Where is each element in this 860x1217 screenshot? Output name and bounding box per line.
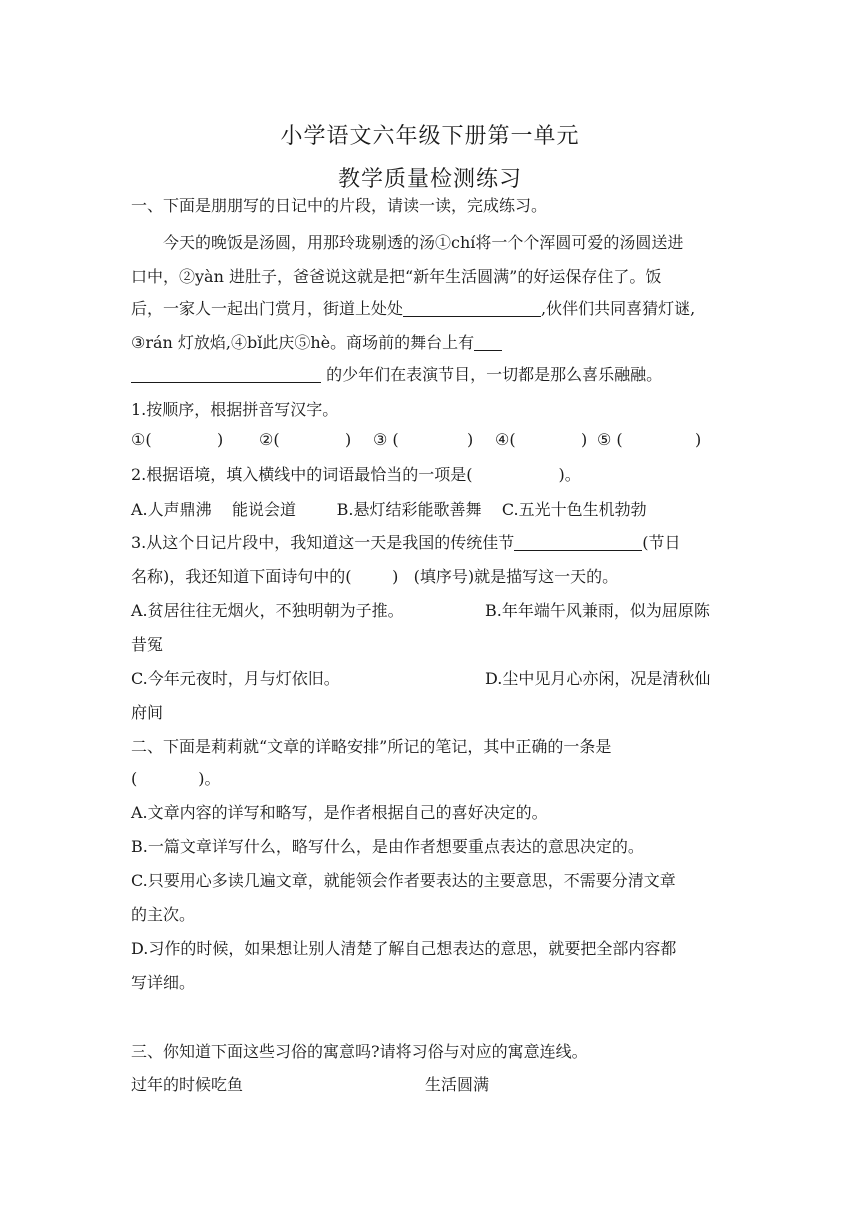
question-2-end: )。 — [558, 465, 581, 484]
custom-item-1: 过年的时候吃鱼 — [131, 1075, 244, 1094]
slot-5-close: ) — [695, 430, 702, 449]
passage-line-4-text: ③rán 灯放焰,④bǐ此庆⑤hè。商场前的舞台上有 — [131, 333, 475, 352]
question-1: 1.按顺序，根据拼音写汉字。 — [131, 400, 339, 419]
slot-3-open: ③ ( — [373, 430, 399, 449]
section2-option-d-continued: 写详细。 — [131, 973, 196, 992]
passage-line-5 — [131, 362, 731, 385]
question-3-text: 3.从这个日记片段中，我知道这一天是我国的传统佳节 — [131, 533, 515, 552]
section2-heading: 二、下面是莉莉就“文章的详略安排”所记的笔记，其中正确的一条是 — [131, 737, 612, 756]
worksheet-title: 小学语文六年级下册第一单元 — [280, 124, 580, 149]
slot-4-open: ④( — [495, 430, 516, 449]
slot-1-open: ①( — [131, 430, 152, 449]
question-2-text: 2.根据语境，填入横线中的词语最恰当的一项是( — [131, 465, 473, 484]
poem-option-d: D.尘中见月心亦闲，况是清秋仙 — [485, 669, 711, 688]
poem-option-b: B.年年端午风兼雨，似为屈原陈 — [485, 601, 710, 620]
section2-option-c-continued: 的主次。 — [131, 905, 196, 924]
passage-line-2: 口中，②yàn 进肚子，爸爸说这就是把“新年生活圆满”的好运保存住了。饭 — [131, 267, 662, 286]
passage-line-3 — [131, 296, 731, 319]
question-3-line-1 — [131, 530, 731, 553]
passage-line-4 — [131, 330, 731, 353]
question-2-options: A.人声鼎沸 能说会道 B.悬灯结彩能歌善舞 C.五光十色生机勃勃 — [131, 500, 647, 519]
slot-2-open: ②( — [259, 430, 280, 449]
question-3-line-2: 名称)，我还知道下面诗句中的( ) (填序号)就是描写这一天的。 — [131, 567, 619, 586]
section2-option-a: A.文章内容的详写和略写，是作者根据自己的喜好决定的。 — [131, 803, 548, 822]
slot-2-close: ) — [345, 430, 352, 449]
meaning-item-1: 生活圆满 — [425, 1075, 490, 1094]
slot-1-close: ) — [217, 430, 224, 449]
worksheet-subtitle: 教学质量检测练习 — [337, 167, 522, 192]
question-2 — [131, 462, 731, 485]
answer-blank-stage-1[interactable] — [474, 332, 502, 351]
answer-blank-scene[interactable] — [403, 298, 541, 317]
passage-line-3-start: 后，一家人一起出门赏月，街道上处处 — [131, 299, 404, 318]
answer-blank-festival[interactable] — [514, 532, 642, 551]
poem-option-d-continued: 府间 — [131, 703, 164, 722]
question-3-festival-label: (节日 — [642, 533, 681, 552]
slot-4-close: ) — [581, 430, 588, 449]
poem-option-b-continued: 昔冤 — [131, 635, 164, 654]
section3-heading: 三、你知道下面这些习俗的寓意吗?请将习俗与对应的寓意连线。 — [131, 1042, 588, 1061]
section3-row-1 — [131, 1072, 731, 1095]
poem-option-c: C.今年元夜时，月与灯依旧。 — [131, 669, 340, 688]
poem-option-a: A.贫居往往无烟火，不独明朝为子推。 — [131, 601, 404, 620]
slot-3-close: ) — [467, 430, 474, 449]
section2-option-c: C.只要用心多读几遍文章，就能领会作者要表达的主要意思，不需要分清文章 — [131, 871, 676, 890]
passage-line-1: 今天的晚饭是汤圆，用那玲珑剔透的汤①chí将一个个浑圆可爱的汤圆送进 — [163, 233, 684, 252]
answer-blank-stage-2[interactable] — [131, 364, 321, 383]
section2-answer-paren: ( )。 — [131, 769, 221, 788]
section1-heading: 一、下面是朋朋写的日记中的片段，请读一读，完成练习。 — [131, 196, 548, 215]
passage-line-3-end: ,伙伴们共同喜猜灯谜, — [541, 299, 696, 318]
slot-5-open: ⑤ ( — [597, 430, 623, 449]
section2-option-b: B.一篇文章详写什么，略写什么，是由作者想要重点表达的意思决定的。 — [131, 837, 644, 856]
passage-line-5-text: 的少年们在表演节目，一切都是那么喜乐融融。 — [321, 365, 663, 384]
section2-option-d: D.习作的时候，如果想让别人清楚了解自己想表达的意思，就要把全部内容都 — [131, 939, 677, 958]
